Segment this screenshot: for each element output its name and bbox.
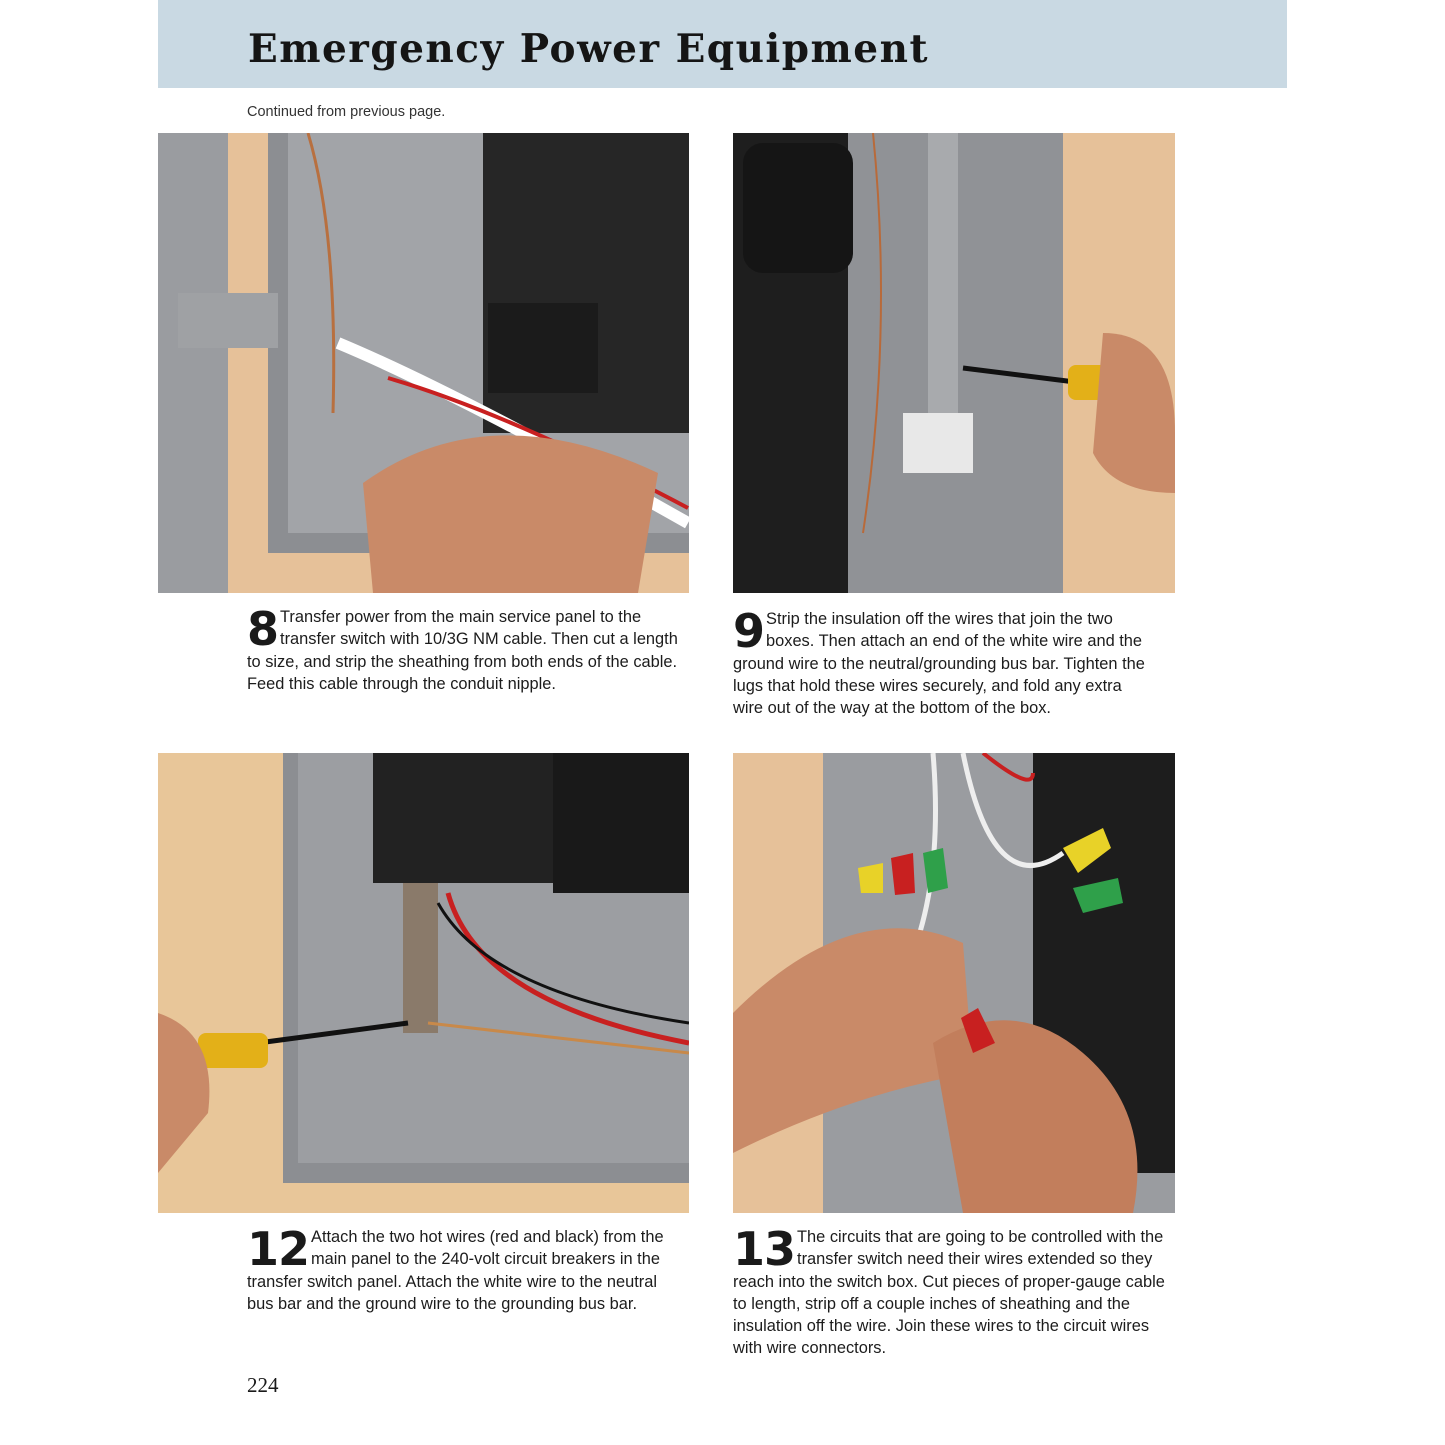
page-title: Emergency Power Equipment	[248, 26, 929, 72]
photo-step-12	[158, 753, 689, 1213]
step-number: 13	[733, 1222, 796, 1276]
step-text: Transfer power from the main service panel to the transfer switch with 10/3G NM cable. Then cut a length to size, and strip the sheathing from both ends of the cable. Feed this cable through the conduit nipple.	[247, 608, 678, 693]
step-number: 12	[247, 1222, 310, 1276]
photo-step-8	[158, 133, 689, 593]
caption-step-8	[247, 602, 687, 695]
photo-step-9	[733, 133, 1175, 593]
step-number: 8	[247, 602, 279, 656]
continued-note: Continued from previous page.	[247, 104, 446, 120]
caption-step-13	[733, 1222, 1178, 1360]
step-text: The circuits that are going to be controlled with the transfer switch need their wires extended so they reach into the switch box. Cut pieces of proper-gauge cable to length, strip off a couple inches of sheathing and the insulation off the wire. Join these wires to the circuit wires with wire connectors.	[733, 1228, 1165, 1358]
header-band	[158, 0, 1287, 88]
step-text: Strip the insulation off the wires that join the two boxes. Then attach an end of the white wire and the ground wire to the neutral/grounding bus bar. Tighten the lugs that hold these wires securely, and fold any extra wire out of the way at the bottom of the box.	[733, 610, 1145, 718]
caption-step-12	[247, 1222, 679, 1315]
step-text: Attach the two hot wires (red and black) from the main panel to the 240-volt circuit breakers in the transfer switch panel. Attach the white wire to the neutral bus bar and the ground wire to the grounding bus bar.	[247, 1228, 664, 1313]
step-number: 9	[733, 604, 765, 658]
photo-step-13	[733, 753, 1175, 1213]
page-number: 224	[247, 1373, 279, 1397]
caption-step-9	[733, 604, 1148, 719]
